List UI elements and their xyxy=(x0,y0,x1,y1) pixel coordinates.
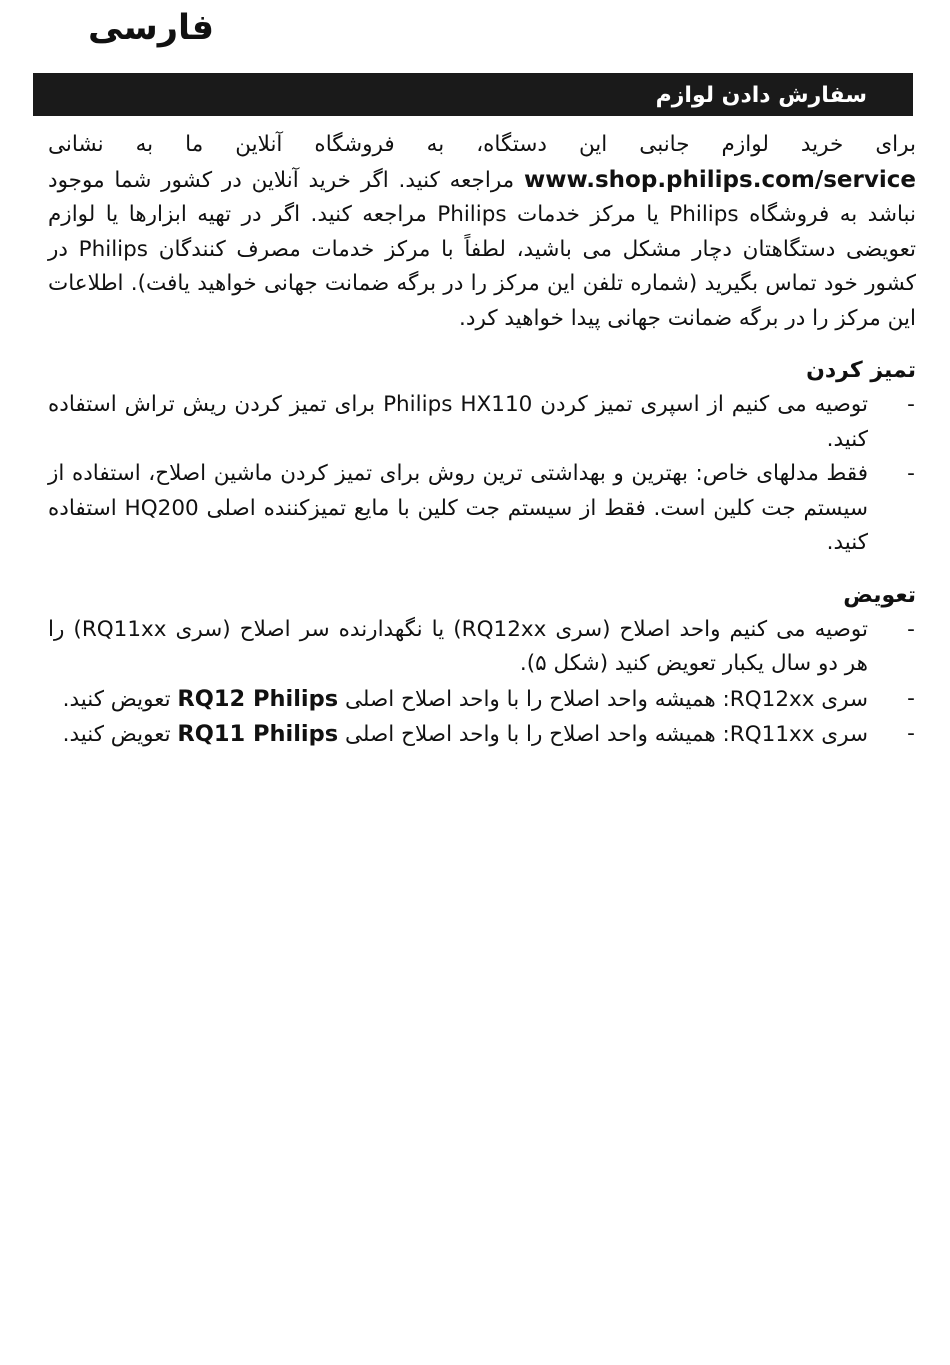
main-content xyxy=(48,128,916,753)
list-item-text: سری RQ11xx: همیشه واحد اصلاح را با واحد اصلاح اصلی xyxy=(345,722,868,747)
intro-text-before-url: برای خرید لوازم جانبی این دستگاه، به فروشگاه آنلاین ما به نشانی xyxy=(48,132,916,157)
list-item-text: توصیه می کنیم از اسپری تمیز کردن Philips HX110 برای تمیز کردن ریش تراش استفاده کنید. xyxy=(48,392,868,452)
list-item-text-end: تعویض کنید. xyxy=(62,722,171,747)
list-item xyxy=(48,682,916,718)
dash-bullet: - xyxy=(907,616,915,642)
intro-paragraph xyxy=(48,128,916,336)
replacement-list xyxy=(48,613,916,753)
dash-bullet: - xyxy=(907,392,915,417)
part-number-rq12: RQ12 Philips xyxy=(177,685,339,712)
list-item-text: فقط مدلهای خاص: بهترین و بهداشتی ترین روش برای تمیز کردن ماشین اصلاح، استفاده از سیستم جت کلین است. فقط از سیستم جت کلین با مایع تمیزکننده اصلی HQ200 استفاده کنید. xyxy=(48,461,868,555)
section-header-bar xyxy=(33,73,913,116)
section-title: سفارش دادن لوازم xyxy=(655,83,867,108)
list-item xyxy=(48,457,916,561)
cleaning-heading: تمیز کردن xyxy=(806,358,916,383)
part-number-rq11: RQ11 Philips xyxy=(177,721,339,747)
list-item xyxy=(48,717,916,753)
list-item-text: سری RQ12xx: همیشه واحد اصلاح را با واحد اصلاح اصلی xyxy=(345,686,868,712)
list-item-text-end: تعویض کنید. xyxy=(62,686,171,712)
cleaning-list xyxy=(48,388,916,561)
list-item xyxy=(48,388,916,457)
dash-bullet: - xyxy=(907,461,915,486)
list-item-text: توصیه می کنیم واحد اصلاح (سری RQ12xx) یا نگهدارنده سر اصلاح (سری RQ11xx) را هر دو سال یکبار تعویض کنید (شکل ۵). xyxy=(48,616,868,676)
list-item xyxy=(48,613,916,682)
shop-url-link[interactable]: www.shop.philips.com/service xyxy=(523,166,916,193)
dash-bullet: - xyxy=(907,685,915,711)
page-language-title: فارسی xyxy=(88,8,215,48)
dash-bullet: - xyxy=(907,721,915,746)
intro-text-after-url: مراجعه کنید. اگر خرید آنلاین در کشور شما موجود نباشد به فروشگاه Philips یا مرکز خدمات Philips مراجعه کنید. اگر در تهیه ابزارها یا لوازم تعویضی دستگاهتان دچار مشکل می باشید، لطفاً با مرکز خدمات مصرف کنندگان Philips در کشور خود تماس بگیرید (شماره تلفن این مرکز را در برگه ضمانت جهانی خواهید یافت). اطلاعات این مرکز را در برگه ضمانت جهانی پیدا خواهید کرد. xyxy=(48,167,917,331)
replacement-heading: تعویض xyxy=(843,582,916,608)
